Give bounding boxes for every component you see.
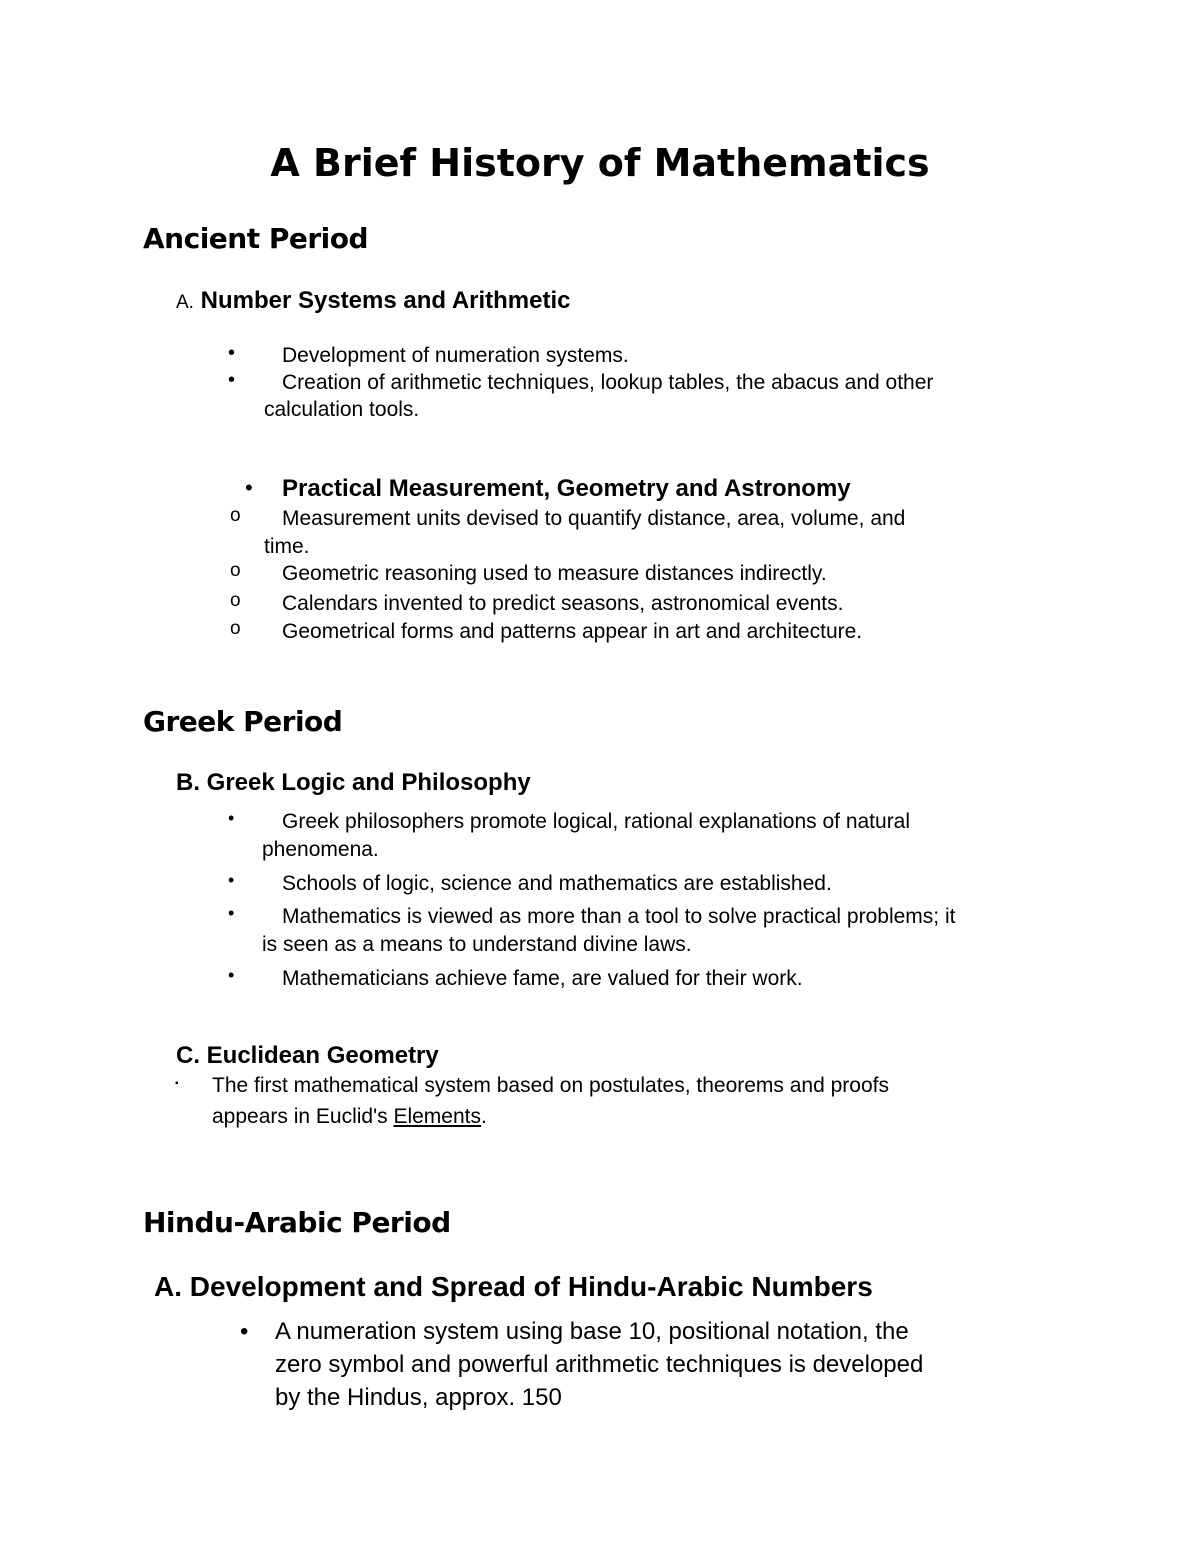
section-heading-ancient: Ancient Period (143, 222, 369, 255)
list-item: Schools of logic, science and mathematics are established. (282, 872, 832, 895)
text-run: appears in Euclid's (212, 1105, 394, 1128)
bullet-icon: • (228, 808, 235, 828)
list-item: Creation of arithmetic techniques, lookup tables, the abacus and other (282, 371, 934, 394)
subsection-heading-greek-logic: B. Greek Logic and Philosophy (176, 769, 531, 796)
list-item: The first mathematical system based on postulates, theorems and proofs (212, 1074, 889, 1097)
section-heading-hindu-arabic: Hindu-Arabic Period (143, 1206, 451, 1239)
circle-bullet-icon: o (230, 618, 241, 639)
list-item-continuation: by the Hindus, approx. 150 (275, 1384, 562, 1411)
subsection-heading-number-systems (176, 287, 571, 315)
list-item: Geometric reasoning used to measure distances indirectly. (282, 562, 827, 585)
bullet-icon: • (228, 965, 235, 985)
bullet-icon: • (245, 475, 253, 500)
list-item: Calendars invented to predict seasons, astronomical events. (282, 592, 844, 615)
bullet-icon: • (228, 342, 236, 364)
list-item: Measurement units devised to quantify distance, area, volume, and (282, 507, 906, 530)
list-item-continuation: calculation tools. (264, 398, 420, 421)
bullet-icon: • (228, 870, 235, 890)
subsection-title: Number Systems and Arithmetic (200, 287, 571, 314)
list-item-continuation: time. (264, 535, 310, 558)
square-bullet-icon: ▪ (175, 1078, 179, 1089)
list-item-continuation (212, 1103, 487, 1131)
circle-bullet-icon: o (230, 560, 241, 581)
list-item: Development of numeration systems. (282, 344, 629, 367)
section-heading-greek: Greek Period (143, 705, 343, 738)
page-title: A Brief History of Mathematics (270, 141, 930, 185)
circle-bullet-icon: o (230, 590, 241, 611)
text-run: . (481, 1105, 487, 1128)
book-title-elements: Elements (393, 1105, 481, 1128)
list-item: Mathematics is viewed as more than a tool to solve practical problems; it (282, 905, 956, 928)
list-item-continuation: is seen as a means to understand divine laws. (262, 933, 692, 956)
subsection-heading-hindu-arabic-numbers: A. Development and Spread of Hindu-Arabic Numbers (154, 1271, 873, 1302)
bullet-icon: • (240, 1318, 249, 1345)
list-item: A numeration system using base 10, positional notation, the (275, 1318, 909, 1345)
subsection-heading-practical-measurement: Practical Measurement, Geometry and Astronomy (282, 475, 851, 502)
bullet-icon: • (228, 369, 236, 391)
subsection-letter: A. (176, 292, 194, 313)
list-item-continuation: phenomena. (262, 838, 379, 861)
bullet-icon: • (228, 903, 235, 923)
subsection-heading-euclidean-geometry: C. Euclidean Geometry (176, 1042, 439, 1069)
list-item: Mathematicians achieve fame, are valued for their work. (282, 967, 803, 990)
circle-bullet-icon: o (230, 505, 241, 526)
list-item-continuation: zero symbol and powerful arithmetic techniques is developed (275, 1351, 924, 1378)
list-item: Greek philosophers promote logical, rational explanations of natural (282, 810, 911, 833)
list-item: Geometrical forms and patterns appear in art and architecture. (282, 620, 863, 643)
